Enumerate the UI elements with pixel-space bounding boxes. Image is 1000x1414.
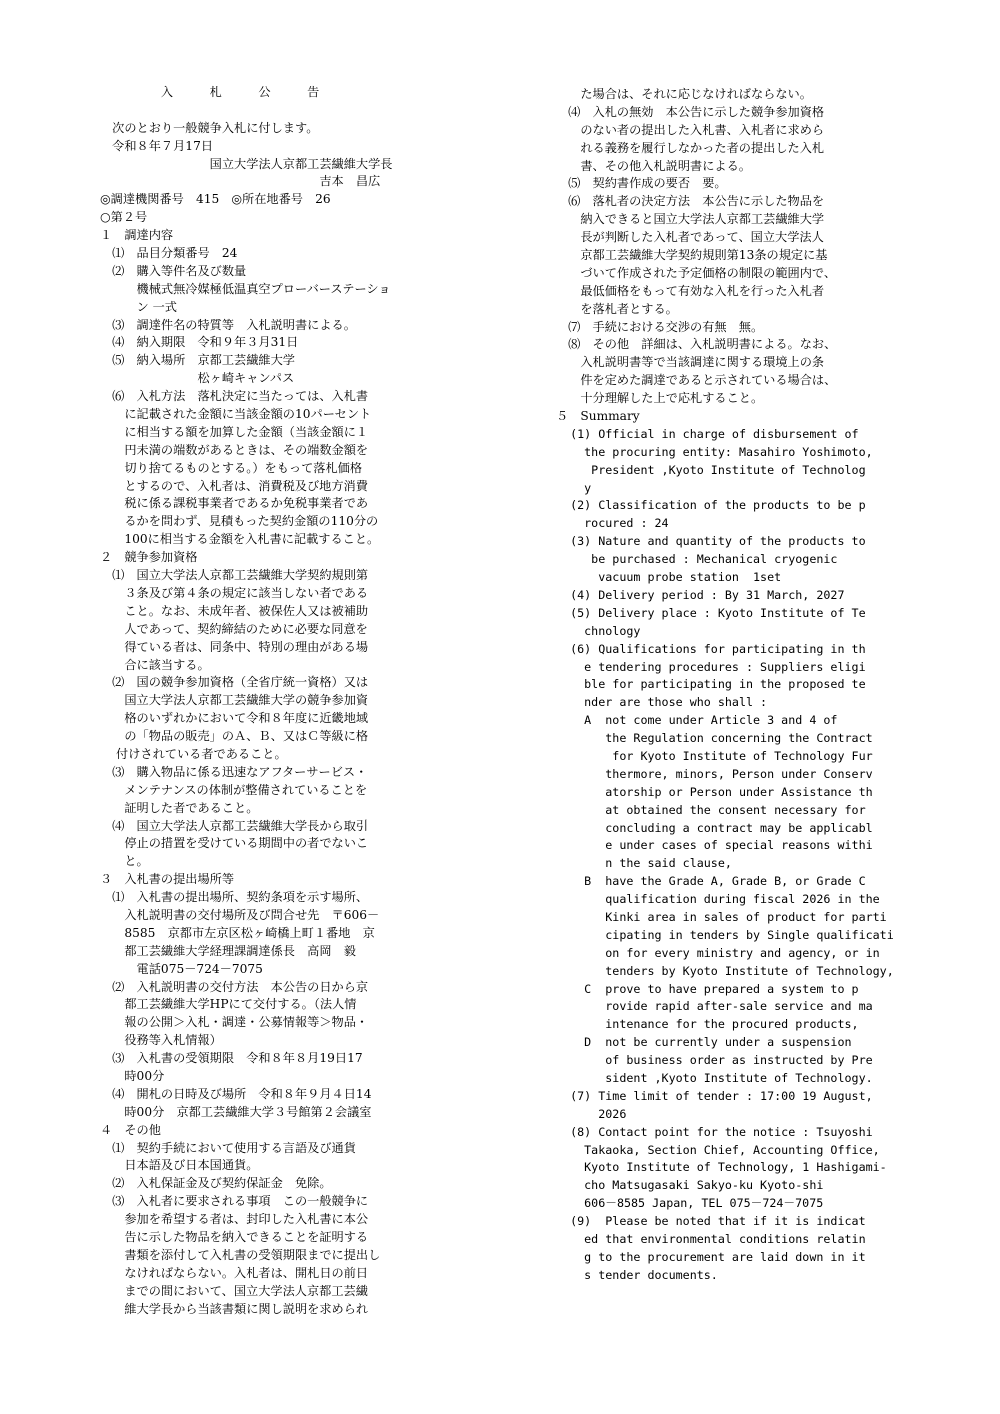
right-line: C prove to have prepared a system to p xyxy=(556,981,859,996)
left-line: なければならない。入札者は、開札日の前日 xyxy=(100,1265,369,1280)
left-line: メンテナンスの体制が整備されていることを xyxy=(100,782,368,797)
right-line: chnology xyxy=(556,623,641,638)
right-line: (4) Delivery period : By 31 March, 2027 xyxy=(556,587,845,602)
right-line: た場合は、それに応じなければならない。 xyxy=(556,87,812,101)
left-line: ⑷ 国立大学法人京都工芸繊維大学長から取引 xyxy=(100,818,369,833)
right-line: のない者の提出した入札書、入札者に求めら xyxy=(556,122,825,137)
left-line: ⑷ 開札の日時及び場所 令和８年９月４日14 xyxy=(100,1086,372,1101)
left-line: 役務等入札情報） xyxy=(100,1033,222,1048)
right-line: (3) Nature and quantity of the products to xyxy=(556,534,866,549)
right-line: 納入できると国立大学法人京都工芸繊維大学 xyxy=(556,212,825,227)
left-line: に相当する額を加算した金額（当該金額に１ xyxy=(100,424,369,439)
left-line: 告に示した物品を納入できることを証明する xyxy=(100,1230,369,1244)
right-line: ⑺ 手続における交渉の有無 無。 xyxy=(556,319,764,334)
left-line: るかを問わず、見積もった契約金額の110分の xyxy=(100,514,379,529)
right-line: 最低価格をもって有効な入札を行った入札者 xyxy=(556,283,825,298)
left-line: ⑵ 国の競争参加資格（全省庁統一資格）又は xyxy=(100,675,369,690)
left-line: 電話075－724－7075 xyxy=(100,961,263,976)
right-line: atorship or Person under Assistance th xyxy=(556,784,873,799)
right-line: ed that environmental conditions relatin xyxy=(556,1232,866,1246)
right-line: g to the procurement are laid down in it xyxy=(556,1249,866,1264)
right-line: at obtained the consent necessary for xyxy=(556,802,866,817)
left-line: 合に該当する。 xyxy=(100,657,210,672)
right-line: on for every ministry and agency, or in xyxy=(556,945,880,960)
right-line: e under cases of special reasons withi xyxy=(556,838,873,853)
left-line: 時00分 京都工芸繊維大学３号館第２会議室 xyxy=(100,1104,372,1119)
right-line: 2026 xyxy=(556,1106,627,1121)
left-line: ◎調達機関番号 415 ◎所在地番号 26 xyxy=(100,192,331,207)
right-line: を落札者とする。 xyxy=(556,301,678,316)
left-line: ⑹ 入札方法 落札決定に当たっては、入札書 xyxy=(100,389,369,404)
right-line: (6) Qualifications for participating in th xyxy=(556,641,866,656)
right-line: ⑷ 入札の無効 本公告に示した競争参加資格 xyxy=(556,104,825,119)
right-line: (2) Classification of the products to be p xyxy=(556,498,866,513)
right-line: sident ,Kyoto Institute of Technology. xyxy=(556,1070,873,1085)
right-line: the Regulation concerning the Contract xyxy=(556,731,873,746)
right-column xyxy=(556,86,892,1285)
right-line: づいて作成された予定価格の制限の範囲内で、 xyxy=(556,265,837,280)
right-line: qualification during fiscal 2026 in the xyxy=(556,892,880,907)
left-line xyxy=(100,102,450,120)
left-line: 人であって、契約締結のために必要な同意を xyxy=(100,621,368,636)
left-line: 100に相当する金額を入札書に記載すること。 xyxy=(100,532,380,547)
right-line: thermore, minors, Person under Conserv xyxy=(556,766,873,781)
right-line: Takaoka, Section Chief, Accounting Office, xyxy=(556,1142,880,1157)
left-line: ⑴ 契約手続において使用する言語及び通貨 xyxy=(100,1140,356,1155)
left-line: 令和８年７月17日 xyxy=(100,138,214,153)
right-line: nder are those who shall : xyxy=(556,695,768,710)
left-line: 税に係る課税事業者であるか免税事業者であ xyxy=(100,496,369,511)
left-line: 日本語及び日本国通貨。 xyxy=(100,1158,259,1173)
right-line: (8) Contact point for the notice : Tsuyoshi xyxy=(556,1124,873,1139)
right-line: ５ Summary xyxy=(556,409,640,424)
left-line: ４ その他 xyxy=(100,1122,161,1137)
right-line: 長が判断した入札者であって、国立大学法人 xyxy=(556,230,824,245)
left-line: 付けされている者であること。 xyxy=(100,746,287,761)
left-line: ⑴ 入札書の提出場所、契約条項を示す場所、 xyxy=(100,890,369,905)
right-line: ⑻ その他 詳細は、入札説明書による。なお、 xyxy=(556,337,837,352)
left-line: とするので、入札者は、消費税及び地方消費 xyxy=(100,478,368,493)
left-line: 格のいずれかにおいて令和８年度に近畿地域 xyxy=(100,711,369,726)
right-line: y xyxy=(556,480,592,495)
right-line: tenders by Kyoto Institute of Technology, xyxy=(556,963,894,978)
right-line: (5) Delivery place : Kyoto Institute of Te xyxy=(556,605,866,620)
left-line: 機械式無冷媒極低温真空プローバーステーショ xyxy=(100,281,391,296)
left-line: 入 札 公 告 xyxy=(100,85,320,99)
left-line: ⑶ 入札書の受領期限 令和８年８月19日17 xyxy=(100,1051,363,1066)
left-line: ⑶ 入札者に要求される事項 この一般競争に xyxy=(100,1194,369,1209)
right-line: A not come under Article 3 and 4 of xyxy=(556,713,838,728)
left-line: ⑷ 納入期限 令和９年３月31日 xyxy=(100,335,299,350)
right-line: the procuring entity: Masahiro Yoshimoto, xyxy=(556,444,873,459)
right-line: n the said clause, xyxy=(556,856,732,871)
right-line: ⑸ 契約書作成の要否 要。 xyxy=(556,176,727,191)
left-line: ２ 競争参加資格 xyxy=(100,550,198,565)
right-line: rocured : 24 xyxy=(556,516,669,531)
right-line: concluding a contract may be applicabl xyxy=(556,820,873,835)
right-line: Kinki area in sales of product for parti xyxy=(556,909,887,924)
right-line: ble for participating in the proposed te xyxy=(556,677,866,692)
left-line: ⑶ 調達件名の特質等 入札説明書による。 xyxy=(100,317,356,332)
right-line: of business order as instructed by Pre xyxy=(556,1053,873,1068)
right-line: (7) Time limit of tender : 17:00 19 August, xyxy=(556,1088,873,1103)
right-line: cipating in tenders by Single qualificati xyxy=(556,927,894,942)
left-line: ３ 入札書の提出場所等 xyxy=(100,872,235,887)
left-line: ⑴ 品目分類番号 24 xyxy=(100,246,238,261)
left-line: ⑵ 入札保証金及び契約保証金 免除。 xyxy=(100,1176,332,1191)
left-line: 書類を添付して入札書の受領期限までに提出し xyxy=(100,1247,381,1262)
right-line: rovide rapid after-sale service and ma xyxy=(556,999,873,1014)
left-line: ⑴ 国立大学法人京都工芸繊維大学契約規則第 xyxy=(100,568,369,583)
left-line: 都工芸繊維大学HPにて交付する。（法人情 xyxy=(100,997,357,1012)
right-line: 十分理解した上で応札すること。 xyxy=(556,391,764,406)
right-line: vacuum probe station 1set xyxy=(556,570,782,585)
right-line: be purchased : Mechanical cryogenic xyxy=(556,552,838,567)
left-line: １ 調達内容 xyxy=(100,228,174,243)
right-line: れる義務を履行しなかった者の提出した入札 xyxy=(556,140,825,155)
left-line: 入札説明書の交付場所及び問合せ先 〒606－ xyxy=(100,907,380,922)
left-line: ⑵ 入札説明書の交付方法 本公告の日から京 xyxy=(100,979,369,994)
left-line: 吉本 昌広 xyxy=(100,174,381,189)
right-line: (1) Official in charge of disbursement of xyxy=(556,426,859,441)
right-line: for Kyoto Institute of Technology Fur xyxy=(556,748,873,763)
left-line: の「物品の販売」のＡ、Ｂ、又はＣ等級に格 xyxy=(100,729,369,744)
left-line: 次のとおり一般競争入札に付します。 xyxy=(100,120,319,135)
left-line: 松ヶ崎キャンパス xyxy=(100,371,295,386)
left-line: 停止の措置を受けている期間中の者でないこ xyxy=(100,836,369,851)
left-line: 維大学長から当該書類に関し説明を求められ xyxy=(100,1301,369,1316)
left-line: 得ている者は、同条中、特別の理由がある場 xyxy=(100,639,369,654)
left-line: ⑵ 購入等件名及び数量 xyxy=(100,263,247,278)
left-line: ３条及び第４条の規定に該当しない者である xyxy=(100,585,369,600)
right-line: Kyoto Institute of Technology, 1 Hashigami- xyxy=(556,1160,887,1175)
right-line: D not be currently under a suspension xyxy=(556,1035,852,1050)
left-line: 都工芸繊維大学経理課調達係長 高岡 毅 xyxy=(100,943,356,958)
left-line: に記載された金額に当該金額の10パーセント xyxy=(100,407,372,422)
left-line: ン 一式 xyxy=(100,299,177,314)
left-column xyxy=(100,84,450,1318)
right-line: e tendering procedures : Suppliers eligi xyxy=(556,659,866,674)
right-line: (9) Please be noted that if it is indicat xyxy=(556,1214,866,1229)
left-line: ⑶ 購入物品に係る迅速なアフターサービス・ xyxy=(100,764,368,779)
left-line: 国立大学法人京都工芸繊維大学の競争参加資 xyxy=(100,693,369,708)
left-line: 国立大学法人京都工芸繊維大学長 xyxy=(100,156,393,171)
left-line: 参加を希望する者は、封印した入札書に本公 xyxy=(100,1212,369,1227)
right-line: cho Matsugasaki Sakyo-ku Kyoto-shi xyxy=(556,1178,824,1193)
left-line: 切り捨てるものとする。）をもって落札価格 xyxy=(100,460,363,475)
left-line: こと。なお、未成年者、被保佐人又は被補助 xyxy=(100,603,369,618)
right-line: 京都工芸繊維大学契約規則第13条の規定に基 xyxy=(556,248,828,263)
right-line: President ,Kyoto Institute of Technolog xyxy=(556,462,866,477)
left-line: 証明した者であること。 xyxy=(100,800,259,815)
right-line: ⑹ 落札者の決定方法 本公告に示した物品を xyxy=(556,194,825,209)
left-line: 円未満の端数があるときは、その端数金額を xyxy=(100,442,369,457)
left-line: ⑸ 納入場所 京都工芸繊維大学 xyxy=(100,353,295,368)
right-line: 606－8585 Japan, TEL 075－724－7075 xyxy=(556,1196,824,1211)
right-line: 入札説明書等で当該調達に関する環境上の条 xyxy=(556,355,825,370)
right-line: s tender documents. xyxy=(556,1267,718,1282)
left-line: 時00分 xyxy=(100,1068,165,1083)
left-line: 報の公開＞入札・調達・公募情報等＞物品・ xyxy=(100,1015,369,1030)
left-line: ○第２号 xyxy=(100,210,148,225)
left-line: までの間において、国立大学法人京都工芸繊 xyxy=(100,1283,368,1298)
left-line: と。 xyxy=(100,854,149,869)
right-line: intenance for the procured products, xyxy=(556,1017,859,1032)
right-line: 書、その他入札説明書による。 xyxy=(556,158,751,173)
right-line: 件を定めた調達であると示されている場合は、 xyxy=(556,373,837,388)
right-line: B have the Grade A, Grade B, or Grade C xyxy=(556,874,866,889)
left-line: 8585 京都市左京区松ヶ崎橋上町１番地 京 xyxy=(100,925,375,940)
